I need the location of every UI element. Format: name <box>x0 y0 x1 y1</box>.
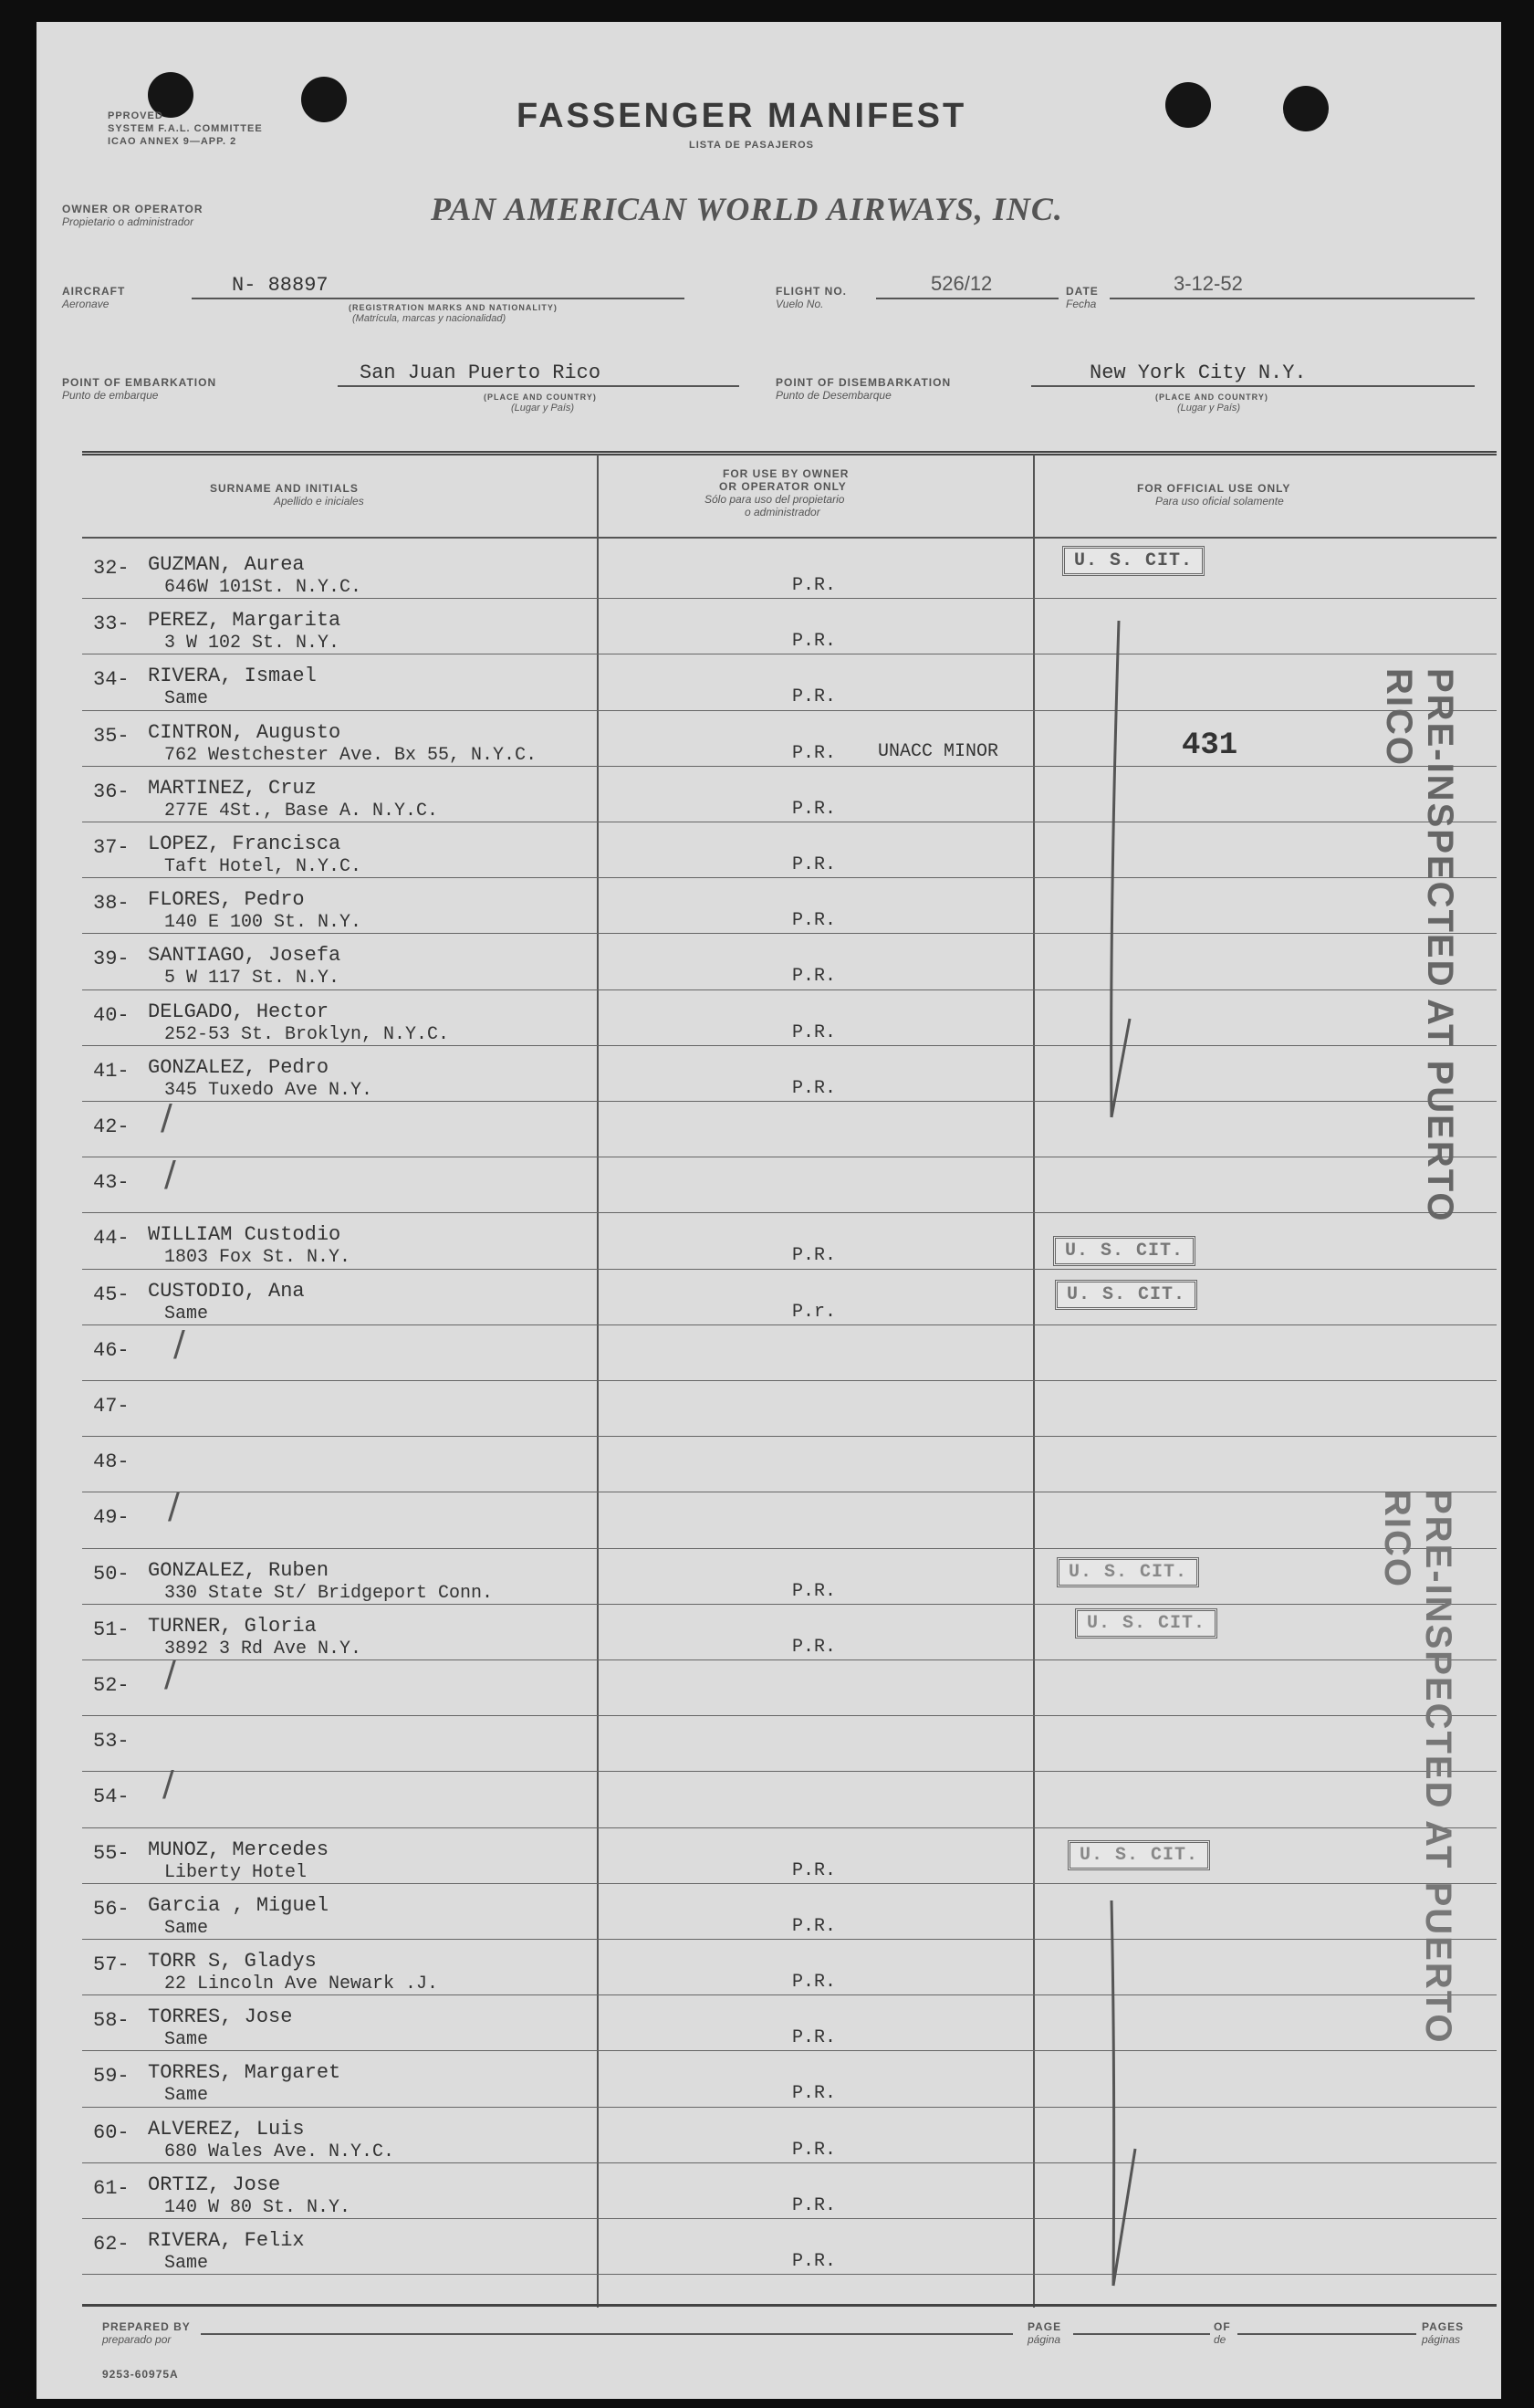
owner-use-value: P.R. <box>792 1915 837 1937</box>
passenger-name: LOPEZ, Francisca <box>148 832 341 855</box>
row-separator <box>82 2218 1497 2219</box>
passenger-name: RIVERA, Ismael <box>148 665 317 688</box>
owner-use-value: P.R. <box>792 1021 837 1043</box>
row-number: 50- <box>93 1562 130 1586</box>
embark-underline <box>338 385 739 387</box>
column-header-name: SURNAME AND INITIALS <box>210 482 359 495</box>
embark-place-note-es: (Lugar y País) <box>511 403 575 414</box>
disembark-label: POINT OF DISEMBARKATION <box>776 376 952 389</box>
row-number: 47- <box>93 1395 130 1418</box>
row-number: 62- <box>93 2233 130 2256</box>
passenger-name: TORRES, Margaret <box>148 2061 341 2085</box>
owner-use-value: P.R. <box>792 2083 837 2105</box>
prepared-by-label-es: preparado por <box>102 2333 172 2346</box>
check-mark-icon: / <box>162 1764 174 1804</box>
passenger-address: Same <box>164 2029 209 2051</box>
row-separator <box>82 1994 1497 1995</box>
aircraft-value: N- 88897 <box>232 274 329 297</box>
passenger-address: Same <box>164 1303 209 1324</box>
preinspected-stamp: PRE-INSPECTED AT PUERTO RICO <box>1377 1490 1458 2045</box>
footer-top-rule <box>82 2304 1497 2307</box>
passenger-name: TORRES, Jose <box>148 2005 293 2029</box>
date-label-es: Fecha <box>1066 298 1097 310</box>
embark-place-note: (PLACE AND COUNTRY) <box>484 393 597 402</box>
us-citizen-stamp: U. S. CIT. <box>1068 1840 1210 1870</box>
page-subtitle: LISTA DE PASAJEROS <box>689 140 814 151</box>
owner-use-value: P.R. <box>792 2027 837 2049</box>
row-number: 52- <box>93 1674 130 1697</box>
page-label-es: página <box>1028 2333 1061 2346</box>
flight-underline <box>876 298 1059 299</box>
row-separator <box>82 933 1497 934</box>
owner-use-value: P.R. <box>792 686 837 708</box>
owner-label-es: Propietario o administrador <box>62 215 194 228</box>
passenger-address: 762 Westchester Ave. Bx 55, N.Y.C. <box>164 744 537 766</box>
row-number: 33- <box>93 612 130 636</box>
pages-label-es: páginas <box>1422 2333 1461 2346</box>
row-separator <box>82 1212 1497 1213</box>
passenger-address: Same <box>164 688 209 710</box>
passenger-name: ORTIZ, Jose <box>148 2172 281 2196</box>
embark-value: San Juan Puerto Rico <box>360 361 601 384</box>
row-separator <box>82 766 1497 767</box>
owner-use-value: P.R. <box>792 1859 837 1881</box>
passenger-name: Garcia , Miguel <box>148 1893 329 1917</box>
owner-use-value: P.r. <box>792 1301 837 1323</box>
us-citizen-stamp: U. S. CIT. <box>1057 1557 1199 1587</box>
row-number: 38- <box>93 892 130 916</box>
passenger-name: WILLIAM Custodio <box>148 1223 341 1247</box>
row-number: 42- <box>93 1115 130 1138</box>
row-number: 49- <box>93 1506 130 1530</box>
of-label: OF <box>1214 2320 1231 2333</box>
row-separator <box>82 1883 1497 1884</box>
row-number: 48- <box>93 1450 130 1474</box>
table-top-rule <box>82 451 1497 455</box>
disembark-label-es: Punto de Desembarque <box>776 389 892 402</box>
check-mark-icon: / <box>164 1154 176 1194</box>
passenger-address: 330 State St/ Bridgeport Conn. <box>164 1582 494 1604</box>
row-number: 39- <box>93 947 130 971</box>
passenger-address: 1803 Fox St. N.Y. <box>164 1247 351 1269</box>
date-underline <box>1110 298 1475 299</box>
row-number: 56- <box>93 1897 130 1921</box>
row-number: 57- <box>93 1953 130 1976</box>
passenger-name: SANTIAGO, Josefa <box>148 944 341 968</box>
row-number: 35- <box>93 724 130 748</box>
aircraft-label: AIRCRAFT <box>62 285 126 298</box>
row-separator <box>82 2162 1497 2163</box>
owner-use-note: UNACC MINOR <box>878 740 999 762</box>
prepared-by-underline <box>201 2333 1013 2335</box>
row-number: 41- <box>93 1059 130 1083</box>
row-separator <box>82 1380 1497 1381</box>
passenger-name: CUSTODIO, Ana <box>148 1279 305 1303</box>
passenger-address: Liberty Hotel <box>164 1861 308 1883</box>
passenger-address: 345 Tuxedo Ave N.Y. <box>164 1079 373 1101</box>
owner-use-value: P.R. <box>792 575 837 596</box>
row-separator <box>82 1045 1497 1046</box>
row-number: 60- <box>93 2120 130 2144</box>
row-number: 46- <box>93 1338 130 1362</box>
page-label: PAGE <box>1028 2320 1062 2333</box>
passenger-address: 680 Wales Ave. N.Y.C. <box>164 2141 395 2162</box>
page-title: FASSENGER MANIFEST <box>517 97 967 135</box>
passenger-name: GONZALEZ, Ruben <box>148 1558 329 1582</box>
owner-use-value: P.R. <box>792 2139 837 2161</box>
owner-name: PAN AMERICAN WORLD AIRWAYS, INC. <box>431 191 1063 227</box>
row-number: 36- <box>93 780 130 803</box>
passenger-name: MARTINEZ, Cruz <box>148 776 317 800</box>
official-number: 431 <box>1182 728 1238 763</box>
embark-label: POINT OF EMBARKATION <box>62 376 217 389</box>
form-number: 9253-60975A <box>102 2368 179 2381</box>
aircraft-underline <box>192 298 684 299</box>
owner-use-value: P.R. <box>792 631 837 653</box>
column-header-owner-1: FOR USE BY OWNER <box>723 467 850 480</box>
owner-use-value: P.R. <box>792 1636 837 1658</box>
row-separator <box>82 1771 1497 1772</box>
passenger-address: 3892 3 Rd Ave N.Y. <box>164 1638 362 1659</box>
us-citizen-stamp: U. S. CIT. <box>1062 546 1205 576</box>
aircraft-note-es: (Matrícula, marcas y nacionalidad) <box>352 313 506 324</box>
row-separator <box>82 1939 1497 1940</box>
column-header-name-es: Apellido e iniciales <box>274 495 364 508</box>
row-separator <box>82 1827 1497 1828</box>
row-separator <box>82 598 1497 599</box>
row-number: 54- <box>93 1785 130 1809</box>
of-underline <box>1237 2333 1416 2335</box>
owner-use-value: P.R. <box>792 1972 837 1993</box>
column-header-owner-es-2: o administrador <box>745 506 820 518</box>
row-separator <box>82 1715 1497 1716</box>
passenger-name: ALVEREZ, Luis <box>148 2117 305 2141</box>
row-number: 40- <box>93 1003 130 1027</box>
row-separator <box>82 877 1497 878</box>
row-number: 44- <box>93 1227 130 1251</box>
page-underline <box>1073 2333 1210 2335</box>
passenger-name: MUNOZ, Mercedes <box>148 1837 329 1861</box>
passenger-name: CINTRON, Augusto <box>148 720 341 744</box>
check-mark-icon: / <box>164 1654 176 1694</box>
owner-use-value: P.R. <box>792 2194 837 2216</box>
preinspected-stamp: PRE-INSPECTED AT PUERTO RICO <box>1379 668 1460 1223</box>
passenger-name: TORR S, Gladys <box>148 1950 317 1973</box>
passenger-address: 252-53 St. Broklyn, N.Y.C. <box>164 1023 450 1045</box>
manifest-sheet <box>37 22 1501 2399</box>
passenger-address: Same <box>164 2085 209 2107</box>
row-number: 55- <box>93 1841 130 1865</box>
row-separator <box>82 710 1497 711</box>
pages-label: PAGES <box>1422 2320 1465 2333</box>
owner-use-value: P.R. <box>792 742 837 764</box>
owner-use-value: P.R. <box>792 910 837 932</box>
check-mark-icon: / <box>173 1324 185 1364</box>
column-divider-2 <box>1033 455 1035 2308</box>
passenger-address: 5 W 117 St. N.Y. <box>164 968 340 989</box>
aircraft-label-es: Aeronave <box>62 298 110 310</box>
passenger-address: Taft Hotel, N.Y.C. <box>164 856 362 877</box>
row-separator <box>82 2050 1497 2051</box>
owner-use-value: P.R. <box>792 1580 837 1602</box>
passenger-address: 3 W 102 St. N.Y. <box>164 633 340 654</box>
owner-use-value: P.R. <box>792 798 837 820</box>
passenger-name: DELGADO, Hector <box>148 1000 329 1023</box>
column-header-owner-es-1: Sólo para uso del propietario <box>704 493 845 506</box>
flight-label: FLIGHT NO. <box>776 285 847 298</box>
punch-hole-4 <box>1283 86 1329 131</box>
prepared-by-label: PREPARED BY <box>102 2320 191 2333</box>
row-number: 32- <box>93 557 130 580</box>
official-bracket-strokes <box>1040 606 1223 2322</box>
row-number: 59- <box>93 2065 130 2089</box>
row-number: 58- <box>93 2009 130 2033</box>
us-citizen-stamp: U. S. CIT. <box>1075 1608 1217 1638</box>
row-number: 34- <box>93 668 130 692</box>
flight-label-es: Vuelo No. <box>776 298 824 310</box>
punch-hole-2 <box>301 77 347 122</box>
row-separator <box>82 2274 1497 2275</box>
passenger-address: 22 Lincoln Ave Newark .J. <box>164 1974 439 1994</box>
disembark-value: New York City N.Y. <box>1090 361 1307 384</box>
row-separator <box>82 1436 1497 1437</box>
row-number: 51- <box>93 1618 130 1641</box>
aircraft-note: (REGISTRATION MARKS AND NATIONALITY) <box>349 303 558 312</box>
row-separator <box>82 2107 1497 2108</box>
owner-use-value: P.R. <box>792 854 837 875</box>
owner-use-value: P.R. <box>792 1077 837 1099</box>
date-value: 3-12-52 <box>1174 272 1243 295</box>
passenger-address: 646W 101St. N.Y.C. <box>164 577 362 598</box>
disembark-place-note: (PLACE AND COUNTRY) <box>1155 393 1268 402</box>
approval-line-2: SYSTEM F.A.L. COMMITTEE <box>108 123 263 134</box>
passenger-address: 140 W 80 St. N.Y. <box>164 2196 351 2218</box>
passenger-name: FLORES, Pedro <box>148 888 305 912</box>
row-separator <box>82 1604 1497 1605</box>
column-header-owner-2: OR OPERATOR ONLY <box>719 480 847 493</box>
of-label-es: de <box>1214 2333 1226 2346</box>
approval-line-3: ICAO ANNEX 9—APP. 2 <box>108 136 237 147</box>
row-separator <box>82 1659 1497 1660</box>
passenger-address: Same <box>164 2253 209 2274</box>
row-number: 61- <box>93 2176 130 2200</box>
passenger-address: Same <box>164 1917 209 1939</box>
passenger-address: 140 E 100 St. N.Y. <box>164 912 362 934</box>
us-citizen-stamp: U. S. CIT. <box>1053 1236 1195 1266</box>
row-number: 43- <box>93 1171 130 1195</box>
column-header-official-es: Para uso oficial solamente <box>1155 495 1284 508</box>
row-number: 53- <box>93 1730 130 1754</box>
passenger-name: PEREZ, Margarita <box>148 609 341 633</box>
row-separator <box>82 989 1497 990</box>
check-mark-icon: / <box>161 1097 172 1137</box>
row-separator <box>82 1101 1497 1102</box>
passenger-address: 277E 4St., Base A. N.Y.C. <box>164 800 439 822</box>
passenger-name: GONZALEZ, Pedro <box>148 1055 329 1079</box>
row-number: 37- <box>93 836 130 859</box>
column-header-official: FOR OFFICIAL USE ONLY <box>1137 482 1291 495</box>
disembark-underline <box>1031 385 1475 387</box>
check-mark-icon: / <box>168 1486 180 1526</box>
row-number: 45- <box>93 1283 130 1306</box>
passenger-name: TURNER, Gloria <box>148 1614 317 1638</box>
date-label: DATE <box>1066 285 1099 298</box>
row-separator <box>82 1269 1497 1270</box>
us-citizen-stamp: U. S. CIT. <box>1055 1280 1197 1310</box>
passenger-name: GUZMAN, Aurea <box>148 553 305 576</box>
punch-hole-3 <box>1165 82 1211 128</box>
owner-use-value: P.R. <box>792 966 837 988</box>
owner-use-value: P.R. <box>792 1245 837 1267</box>
column-divider-1 <box>597 455 599 2308</box>
owner-use-value: P.R. <box>792 2251 837 2272</box>
header-bottom-rule <box>82 537 1497 539</box>
flight-value: 526/12 <box>931 272 993 295</box>
owner-label: OWNER OR OPERATOR <box>62 203 203 215</box>
approval-line-1: PPROVED <box>108 110 163 121</box>
passenger-name: RIVERA, Felix <box>148 2229 305 2252</box>
disembark-place-note-es: (Lugar y País) <box>1177 403 1241 414</box>
row-separator <box>82 1324 1497 1325</box>
embark-label-es: Punto de embarque <box>62 389 159 402</box>
row-separator <box>82 1548 1497 1549</box>
